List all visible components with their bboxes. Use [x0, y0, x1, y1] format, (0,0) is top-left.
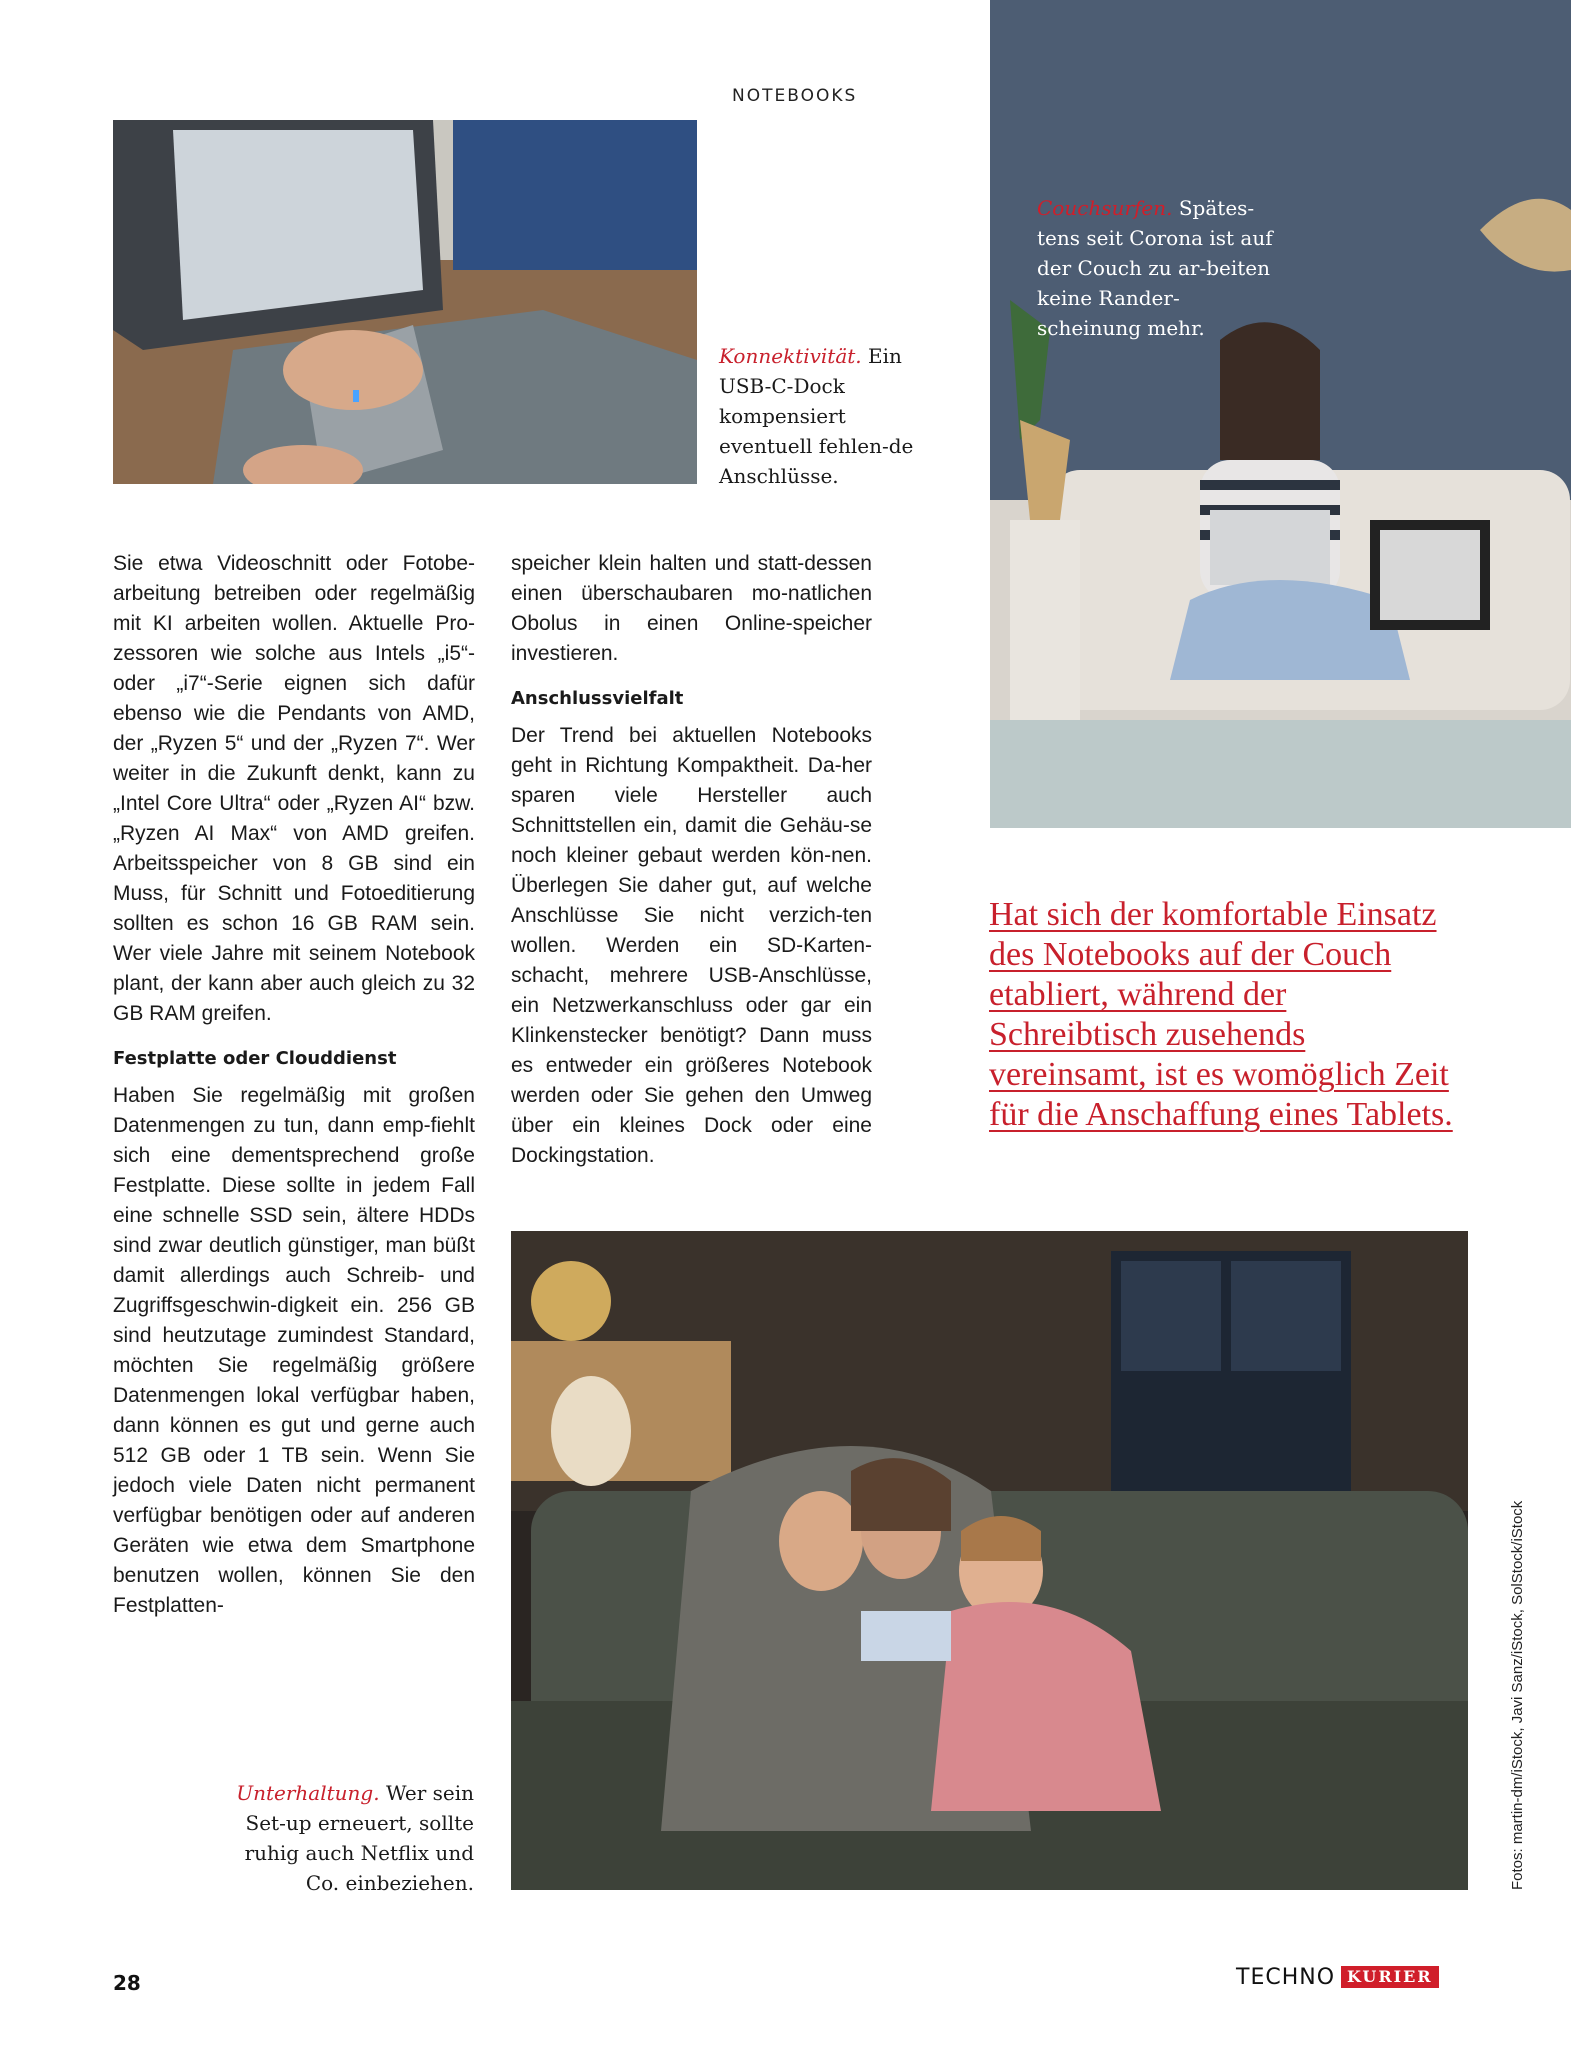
caption-lead: Couchsurfen.: [1037, 196, 1173, 220]
usb-dock-photo: [113, 120, 697, 484]
caption-lead: Konnektivität.: [719, 344, 862, 368]
paragraph: Sie etwa Videoschnitt oder Fotobe-arbeitung betreiben oder regelmäßig mit KI arbeiten wollen. Aktuelle Pro-zessoren wie solche aus Intels „i5“- oder „i7“-Serie eignen sich dafür ebenso wie die Pendants von AMD, der „Ryzen 5“ und der „Ryzen 7“. Wer weiter in die Zukunft denkt, kann zu „Intel Core Ultra“ oder „Ryzen AI“ bzw. „Ryzen AI Max“ von AMD greifen. Arbeitsspeicher von 8 GB sind ein Muss, für Schnitt und Fotoeditierung sollten es schon 16 GB RAM sein. Wer viele Jahre mit seinem Notebook plant, der kann aber auch gleich zu 32 GB RAM greifen.: [113, 552, 475, 1025]
brand-kurier: KURIER: [1341, 1966, 1439, 1988]
caption-text: Ein USB-C-Dock kompensiert eventuell fehlen-de Anschlüsse.: [719, 344, 914, 488]
photo-credits: [1509, 1430, 1529, 1890]
usb-dock-caption: [719, 341, 919, 491]
caption-text: Wer sein Set-up erneuert, sollte ruhig auch Netflix und Co. einbeziehen.: [244, 1781, 474, 1895]
paragraph: Der Trend bei aktuellen Notebooks geht in Richtung Kompaktheit. Da-her sparen viele Hersteller auch Schnittstellen ein, damit die Gehäu-se noch kleiner gebaut werden kön-nen. Überlegen Sie daher gut, auf welche Anschlüsse Sie nicht verzich-ten wollen. Werden ein SD-Karten-schacht, mehrere USB-Anschlüsse, ein Netzwerkanschluss oder gar ein Klinkenstecker benötigt? Dann muss es entweder ein größeres Notebook werden oder Sie gehen den Umweg über ein kleines Dock oder eine Dockingstation.: [511, 724, 872, 1167]
paragraph: speicher klein halten und statt-dessen einen überschaubaren mo-natlichen Obolus in einen Online-speicher investieren.: [511, 552, 872, 665]
subheading: Festplatte oder Clouddienst: [113, 1048, 397, 1069]
couch-photo: [990, 0, 1571, 828]
brand-techno: TECHNO: [1236, 1964, 1336, 1990]
subheading: Anschlussvielfalt: [511, 688, 684, 709]
pull-quote: Hat sich der komfortable Einsatz des Notebooks auf der Couch etabliert, während der Schreibtisch zusehends vereinsamt, ist es womöglich Zeit für die Anschaffung eines Tablets.: [989, 896, 1453, 1133]
family-tablet-photo: [511, 1231, 1468, 1890]
couch-caption: [1037, 193, 1275, 343]
paragraph: Haben Sie regelmäßig mit großen Datenmengen zu tun, dann emp-fiehlt sich eine dementsprechend große Festplatte. Diese sollte in jedem Fall eine schnelle SSD sein, ältere HDDs sind zwar deutlich günstiger, man büßt damit allerdings auch Schreib- und Zugriffsgeschwin-digkeit ein. 256 GB sind heutzutage zumindest Standard, möchten Sie regelmäßig größere Datenmengen lokal verfügbar haben, dann können es gut und gerne auch 512 GB oder 1 TB sein. Wenn Sie jedoch viele Daten nicht permanent verfügbar benötigen oder auf anderen Geräten wie etwa dem Smartphone benutzen wollen, können Sie den Festplatten-: [113, 1084, 475, 1617]
caption-lead: Unterhaltung.: [236, 1781, 380, 1805]
credits-text: Fotos: martin-dm/iStock, Javi Sanz/iStock, SolStock/iStock: [1509, 1500, 1526, 1890]
article-column-middle: [511, 549, 872, 1171]
brand-logo: [1236, 1964, 1439, 1990]
section-label: NOTEBOOKS: [732, 86, 858, 106]
family-caption: [225, 1778, 474, 1898]
page-number: 28: [113, 1971, 141, 1995]
caption-text: Spätes-tens seit Corona ist auf der Couch zu ar-beiten keine Rander-scheinung mehr.: [1037, 196, 1273, 340]
article-column-left: [113, 549, 475, 1621]
